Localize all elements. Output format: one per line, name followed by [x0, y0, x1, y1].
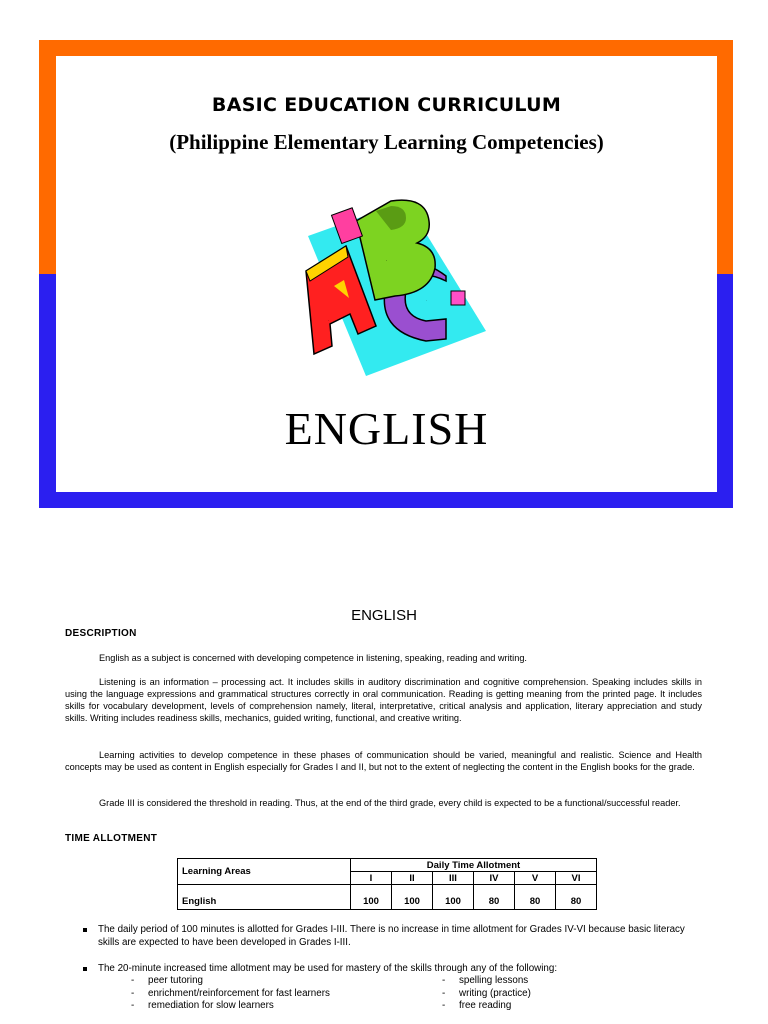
- description-label: DESCRIPTION: [65, 628, 137, 639]
- table-cell: 80: [474, 885, 515, 910]
- option-text: writing (practice): [459, 988, 531, 999]
- paragraph-text: English as a subject is concerned with developing competence in listening, speaking, reading and writing.: [99, 653, 527, 663]
- description-paragraph-3: [65, 749, 702, 773]
- table-col-header: Learning Areas: [178, 859, 351, 885]
- dash-marker: -: [131, 975, 135, 986]
- abc-letter-b: B: [386, 261, 387, 262]
- grade-header: V: [515, 872, 556, 885]
- abc-clipart-icon: [296, 181, 496, 381]
- dash-marker: -: [442, 975, 446, 986]
- option-item: [442, 975, 528, 987]
- option-text: spelling lessons: [459, 975, 529, 986]
- time-allotment-label: TIME ALLOTMENT: [65, 833, 158, 844]
- table-cell: 100: [433, 885, 474, 910]
- description-paragraph-4: [65, 797, 702, 809]
- option-text: free reading: [459, 1000, 512, 1011]
- bullet-item: [83, 924, 703, 949]
- option-item: [442, 1000, 511, 1012]
- table-group-header: Daily Time Allotment: [351, 859, 597, 872]
- bullet-square-icon: [83, 967, 87, 971]
- cover-subtitle: (Philippine Elementary Learning Competencies): [169, 130, 604, 154]
- option-item: [442, 988, 531, 1000]
- table-row: [178, 885, 597, 910]
- option-text: remediation for slow learners: [148, 1000, 274, 1011]
- cover-panel: [56, 56, 717, 492]
- abc-letter-c: C: [426, 301, 427, 302]
- time-allotment-table: [177, 858, 597, 910]
- dash-marker: -: [131, 988, 135, 999]
- option-item: [131, 975, 203, 987]
- cover-frame: [39, 40, 733, 508]
- option-item: [131, 1000, 274, 1012]
- paragraph-text: Learning activities to develop competence in these phases of communication should be varied, meaningful and realistic. Science and Health concepts may be used as content in English especially for Grades I and II, but not to the extent of neglecting the content in the English books for the grade.: [65, 750, 702, 772]
- page-heading: ENGLISH: [351, 607, 417, 624]
- bullet-item: [83, 963, 703, 976]
- bullet-text: The 20-minute increased time allotment may be used for mastery of the skills through any of the following:: [98, 963, 558, 974]
- option-text: peer tutoring: [148, 975, 204, 986]
- cover-subject-title: ENGLISH: [284, 403, 489, 454]
- grade-header: II: [392, 872, 433, 885]
- grade-header: I: [351, 872, 392, 885]
- dash-marker: -: [442, 1000, 446, 1011]
- grade-header: VI: [556, 872, 597, 885]
- row-label: English: [178, 885, 351, 910]
- table-cell: 100: [392, 885, 433, 910]
- table-cell: 80: [515, 885, 556, 910]
- bullet-text: The daily period of 100 minutes is allotted for Grades I-III. There is no increase in time allotment for Grades IV-VI because basic literacy skills are expected to have been developed in Grades I-III.: [98, 924, 685, 948]
- grade-header: III: [433, 872, 474, 885]
- cover-title: BASIC EDUCATION CURRICULUM: [211, 94, 562, 116]
- table-cell: 100: [351, 885, 392, 910]
- table-cell: 80: [556, 885, 597, 910]
- description-paragraph-1: [65, 652, 702, 664]
- abc-letter-a: A: [328, 321, 329, 322]
- dash-marker: -: [442, 988, 446, 999]
- paragraph-text: Listening is an information – processing act. It includes skills in auditory discrimination and cognitive comprehension. Speaking includes skills in using the language expressions and grammatical structures correctly in oral communication. Reading is getting meaning from the printed page. It includes skills for vocabulary development, levels of comprehension namely, literal, interpretative, critical analysis and application, literary appreciation and study skills. Writing includes readiness skills, mechanics, guided writing, functional, and creative writing.: [65, 677, 702, 723]
- dash-marker: -: [131, 1000, 135, 1011]
- option-text: enrichment/reinforcement for fast learners: [148, 988, 330, 999]
- paragraph-text: Grade III is considered the threshold in reading. Thus, at the end of the third grade, every child is expected to be a functional/successful reader.: [99, 798, 681, 808]
- grade-header: IV: [474, 872, 515, 885]
- description-paragraph-2: [65, 676, 702, 724]
- bullet-square-icon: [83, 928, 87, 932]
- option-item: [131, 988, 330, 1000]
